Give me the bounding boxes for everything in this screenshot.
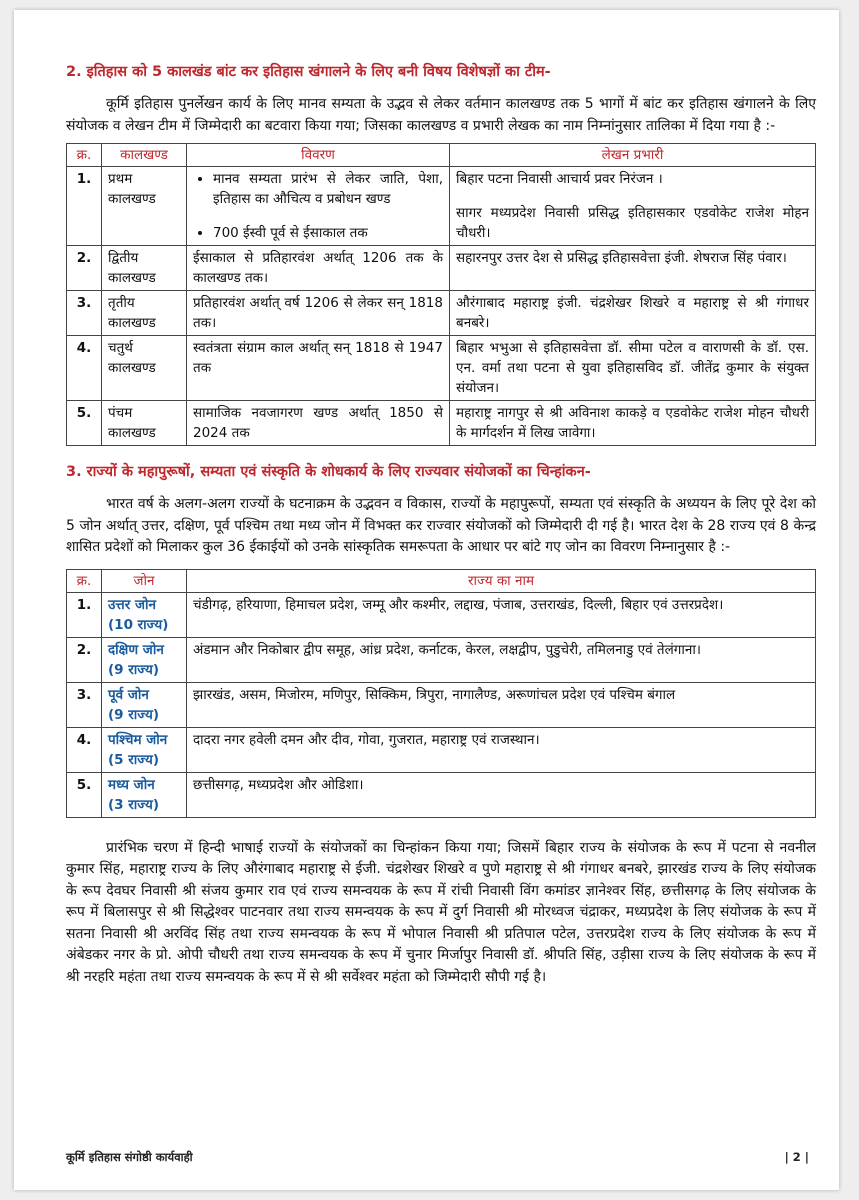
- row-period: चतुर्थ कालखण्ड: [102, 336, 187, 401]
- section-2-heading: 2. इतिहास को 5 कालखंड बांट कर इतिहास खंगालने के लिए बनी विषय विशेषज्ञों का टीम-: [66, 64, 551, 80]
- section-2-paragraph: कूर्मि इतिहास पुनर्लेखन कार्य के लिए मानव सम्यता के उद्भव से लेकर वर्तमान कालखण्ड तक 5 भागों में बांट कर इतिहास खंगालने के लिए संयोजक व लेखन टीम में जिम्मेदारी का बटवारा किया गया; जिसका कालखण्ड व प्रभारी लेखक का नाम निम्नांनुसार तालिका में दिया गया है :-: [66, 96, 816, 134]
- row-period: प्रथम कालखण्ड: [102, 167, 187, 246]
- row-number: 1.: [67, 167, 102, 246]
- row-states: छत्तीसगढ़, मध्यप्रदेश और ओडिशा।: [187, 772, 816, 817]
- zone-table: [66, 569, 816, 818]
- row-number: 3.: [67, 682, 102, 727]
- zone-name: दक्षिण जोन: [108, 641, 164, 658]
- row-writer: औरंगाबाद महाराष्ट्र इंजी. चंद्रशेखर शिखरे व महाराष्ट्र से श्री गंगाधर बनबरे।: [450, 291, 816, 336]
- table-row: [67, 682, 816, 727]
- row-writer: महाराष्ट्र नागपुर से श्री अविनाश काकड़े व एडवोकेट राजेश मोहन चौधरी के मार्गदर्शन में लिख जावेगा।: [450, 401, 816, 446]
- row-states: अंडमान और निकोबार द्वीप समूह, आंध्र प्रदेश, कर्नाटक, केरल, लक्षद्वीप, पुडुचेरी, तमिलनाडु एवं तेलंगाना।: [187, 637, 816, 682]
- row-details: ईसाकाल से प्रतिहारवंश अर्थात् 1206 तक के कालखण्ड तक।: [187, 246, 450, 291]
- document-page: [14, 10, 839, 1190]
- row-zone: [102, 772, 187, 817]
- table-header-row: [67, 569, 816, 592]
- table-row: [67, 246, 816, 291]
- row-number: 5.: [67, 772, 102, 817]
- table-header-row: [67, 144, 816, 167]
- row-details: सामाजिक नवजागरण खण्ड अर्थात् 1850 से 2024 तक: [187, 401, 450, 446]
- row-states: झारखंड, असम, मिजोरम, मणिपुर, सिक्किम, त्रिपुरा, नागालैण्ड, अरूणांचल प्रदेश एवं पश्चिम बंगाल: [187, 682, 816, 727]
- page-content: [66, 62, 816, 994]
- row-period: पंचम कालखण्ड: [102, 401, 187, 446]
- table-row: [67, 336, 816, 401]
- zone-count: (9 राज्य): [108, 706, 160, 723]
- row-number: 1.: [67, 592, 102, 637]
- section-3-paragraph: भारत वर्ष के अलग-अलग राज्यों के घटनाक्रम के उद्भवन व विकास, राज्यों के महापुरूपों, सम्यता एवं संस्कृति के अध्ययन के लिए पूरे देश को 5 जोन अर्थात् उत्तर, दक्षिण, पूर्व पश्चिम तथा मध्य जोन में विभक्त कर राज्वार संयोजकों को जिम्मेदारी दी गई है। भारत देश के 28 राज्य एवं 8 केन्द्र शासित प्रदेशों को मिलाकर कुल 36 ईकाईयों को उनके सांस्कृतिक समरूपता के आधार पर बांटे गए जोन का विवरण निम्नानुसार है :-: [66, 496, 816, 555]
- table-row: [67, 772, 816, 817]
- table-row: [67, 727, 816, 772]
- table-row: [67, 592, 816, 637]
- col-header-serial: क्र.: [67, 144, 102, 167]
- zone-count: (9 राज्य): [108, 661, 160, 678]
- row-zone: [102, 682, 187, 727]
- col-header-details: विवरण: [187, 144, 450, 167]
- writer-line: सागर मध्यप्रदेश निवासी प्रसिद्ध इतिहासकार एडवोकेट राजेश मोहन चौधरी।: [456, 205, 809, 241]
- zone-count: (5 राज्य): [108, 751, 160, 768]
- row-zone: [102, 592, 187, 637]
- period-table: [66, 143, 816, 446]
- section-3-heading: 3. राज्यों के महापुरूषों, सम्यता एवं संस्कृति के शोधकार्य के लिए राज्यवार संयोजकों का चिन्हांकन-: [66, 464, 591, 480]
- row-states: दादरा नगर हवेली दमन और दीव, गोवा, गुजरात, महाराष्ट्र एवं राजस्थान।: [187, 727, 816, 772]
- row-writer: सहारनपुर उत्तर देश से प्रसिद्ध इतिहासवेत्ता इंजी. शेषराज सिंह पंवार।: [450, 246, 816, 291]
- row-writer: [450, 167, 816, 246]
- zone-name: पश्चिम जोन: [108, 731, 168, 748]
- zone-count: (10 राज्य): [108, 616, 169, 633]
- row-number: 3.: [67, 291, 102, 336]
- row-zone: [102, 727, 187, 772]
- col-header-period: कालखण्ड: [102, 144, 187, 167]
- row-details: प्रतिहारवंश अर्थात् वर्ष 1206 से लेकर सन् 1818 तक।: [187, 291, 450, 336]
- detail-bullet: • 700 ईस्वी पूर्व से ईसाकाल तक: [213, 223, 443, 243]
- footer-title: कूर्मि इतिहास संगोष्ठी कार्यवाही: [66, 1150, 193, 1164]
- zone-name: उत्तर जोन: [108, 596, 156, 613]
- table-row: [67, 637, 816, 682]
- row-number: 2.: [67, 637, 102, 682]
- row-number: 2.: [67, 246, 102, 291]
- zone-count: (3 राज्य): [108, 796, 160, 813]
- zone-name: पूर्व जोन: [108, 686, 149, 703]
- col-header-zone: जोन: [102, 569, 187, 592]
- detail-bullet: • मानव सम्यता प्रारंभ से लेकर जाति, पेशा, इतिहास का औचित्य व प्रबोधन खण्ड: [213, 169, 443, 209]
- table-row: [67, 401, 816, 446]
- col-header-serial: क्र.: [67, 569, 102, 592]
- row-period: तृतीय कालखण्ड: [102, 291, 187, 336]
- row-number: 5.: [67, 401, 102, 446]
- row-period: द्वितीय कालखण्ड: [102, 246, 187, 291]
- page-number: | 2 |: [784, 1150, 809, 1164]
- section-3-closing-paragraph: प्रारंभिक चरण में हिन्दी भाषाई राज्यों के संयोजकों का चिन्हांकन किया गया; जिसमें बिहार राज्य के संयोजक के रूप में पटना से नवनील कुमार सिंह, महाराष्ट्र राज्य के लिए औरंगाबाद महाराष्ट्र से ईजी. चंद्रशेखर शिखरे व पुणे महाराष्ट्र से श्री गंगाधर बनबरे, झारखंड राज्य के लिए संयोजक के रूप देवघर निवासी श्री संजय कुमार राव एवं राज्य समन्वयक के रूप में रांची निवासी विंग कमांडर ज्ञानेश्वर सिंह, छत्तीसगढ़ के लिए संयोजक के रूप में बिलासपुर से श्री सिद्धेश्वर पाटनवार तथा राज्य समन्वयक के रूप में दुर्ग निवासी श्री मोरध्वज चंद्राकर, मध्यप्रदेश के लिए संयोजक के रूप में सतना निवासी श्री अरविंद सिंह तथा राज्य समन्वयक के रूप में भोपाल निवासी श्री प्रतिपाल पटेल, उत्तरप्रदेश राज्य के लिए संयोजक के रूप में अंबेडकर नगर के प्रो. ओपी चौधरी तथा राज्य समन्वयक के रूप में चुनार मिर्जापुर निवासी डॉ. श्रीपति सिंह, उड़ीसा राज्य के लिए संयोजक के रूप में श्री नरहरि महंता तथा राज्य समन्वयक के रूप में से श्री सर्वेश्वर महंता को जिम्मेदारी सौपी गई है।: [66, 839, 816, 985]
- col-header-states: राज्य का नाम: [187, 569, 816, 592]
- row-number: 4.: [67, 336, 102, 401]
- page-footer: [66, 1150, 809, 1165]
- row-number: 4.: [67, 727, 102, 772]
- col-header-writer: लेखन प्रभारी: [450, 144, 816, 167]
- zone-name: मध्य जोन: [108, 776, 155, 793]
- table-row: [67, 291, 816, 336]
- row-zone: [102, 637, 187, 682]
- row-states: चंडीगढ़, हरियाणा, हिमाचल प्रदेश, जम्मू और कश्मीर, लद्दाख, पंजाब, उत्तराखंड, दिल्ली, बिहार एवं उत्तरप्रदेश।: [187, 592, 816, 637]
- row-details: [187, 167, 450, 246]
- writer-line: बिहार पटना निवासी आचार्य प्रवर निरंजन ।: [456, 171, 663, 187]
- row-details: स्वतंत्रता संग्राम काल अर्थात् सन् 1818 से 1947 तक: [187, 336, 450, 401]
- row-writer: बिहार भभुआ से इतिहासवेत्ता डॉ. सीमा पटेल व वाराणसी के डॉ. एस. एन. वर्मा तथा पटना से युवा इतिहासविद डॉ. जीतेंद्र कुमार के संयुक्त संयोजन।: [450, 336, 816, 401]
- table-row: [67, 167, 816, 246]
